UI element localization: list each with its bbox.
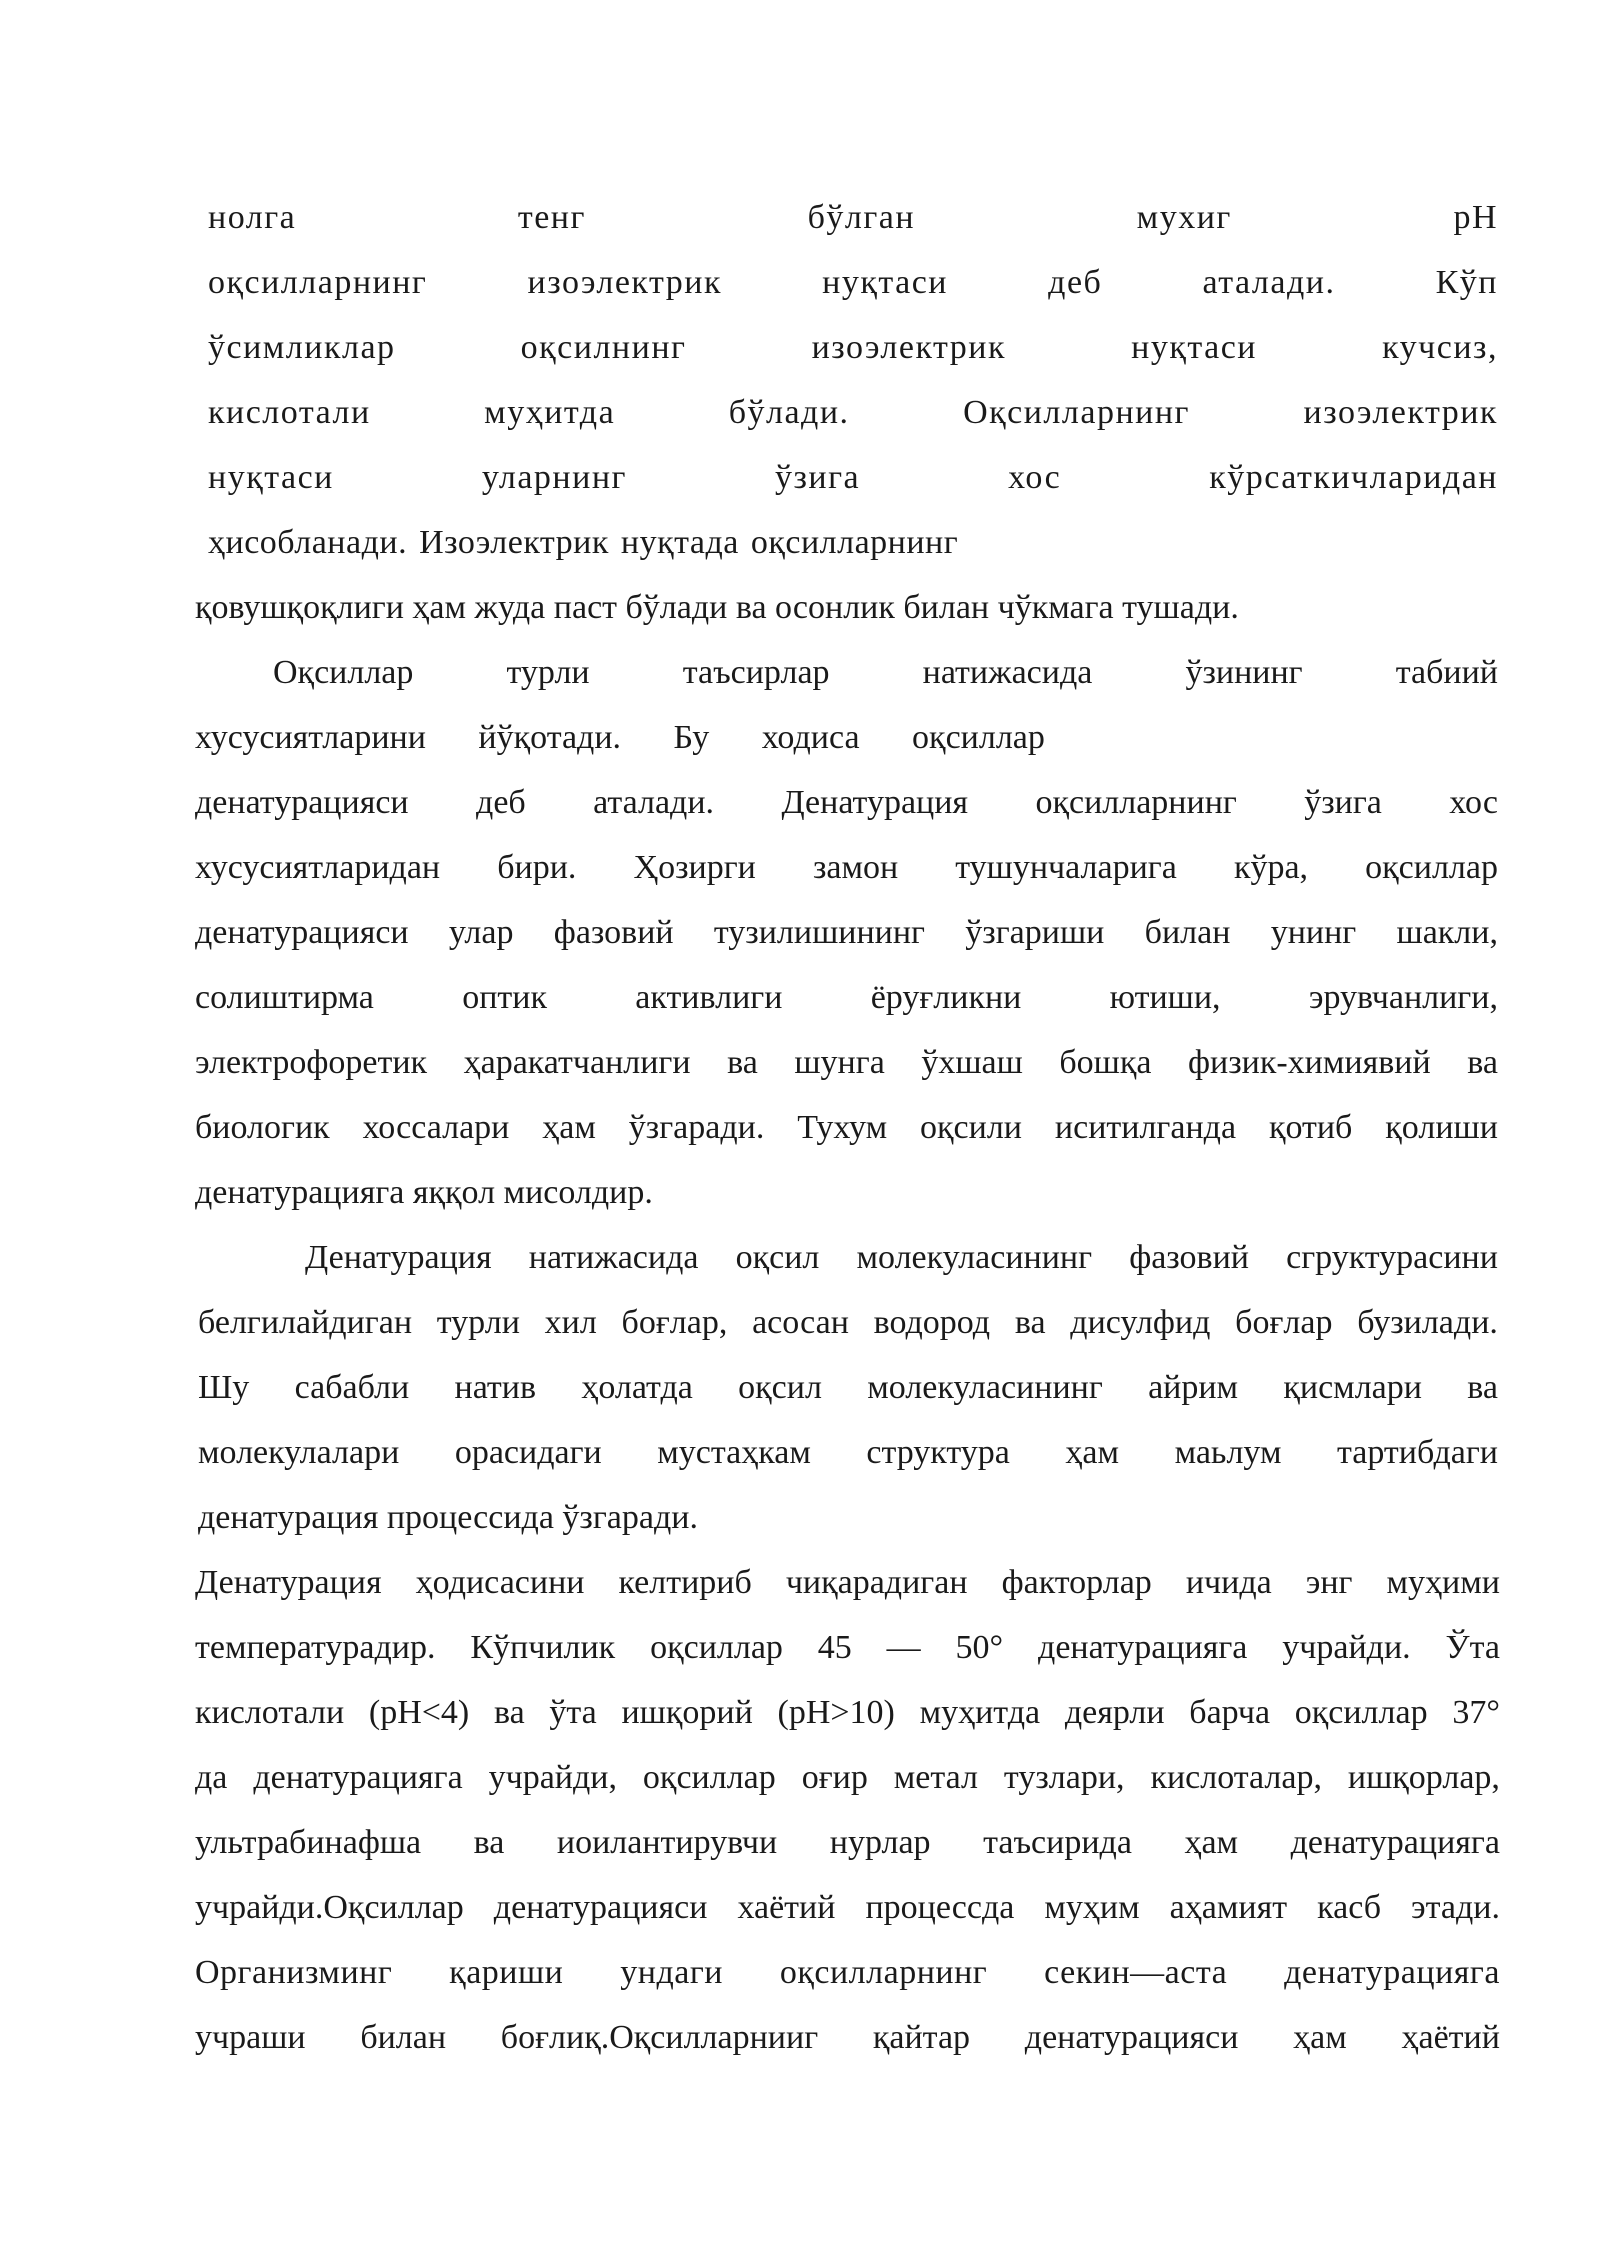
word: бошқа — [1059, 1044, 1152, 1081]
word: pH — [1453, 199, 1498, 236]
text-line — [305, 1236, 1498, 1280]
text-line — [195, 1041, 1498, 1085]
word: фазовий — [1129, 1239, 1249, 1276]
word: белгилайдиган — [198, 1304, 413, 1341]
word: оқсиллар — [1365, 849, 1498, 886]
word: денатурацияси — [493, 1889, 708, 1926]
text-line — [195, 1756, 1500, 1800]
word: ёруғликни — [870, 979, 1022, 1016]
word: денатурацияга — [253, 1759, 463, 1796]
word: ҳам — [1293, 2019, 1347, 2056]
word: турли — [506, 654, 590, 691]
text-line: денатурацияга яққол мисолдир. — [195, 1174, 653, 1211]
word: 37° — [1452, 1694, 1500, 1731]
word: уларнинг — [481, 459, 627, 496]
word: тузлари, — [1003, 1759, 1125, 1796]
word: денатурацияга — [1290, 1824, 1500, 1861]
word: муҳитда — [484, 394, 616, 431]
word: ҳам — [542, 1109, 596, 1146]
text-line — [195, 846, 1498, 890]
word: энг — [1305, 1564, 1353, 1601]
word: оқсил — [738, 1369, 822, 1406]
word: структура — [866, 1434, 1010, 1471]
word: хоссалари — [362, 1109, 510, 1146]
word: изоэлектрик — [811, 329, 1007, 366]
word: молекуласининг — [867, 1369, 1103, 1406]
word: фазовий — [553, 914, 674, 951]
word: айрим — [1148, 1369, 1239, 1406]
word: ўзгариши — [965, 914, 1105, 951]
word: қотиб — [1268, 1109, 1353, 1146]
word: чиқарадиган — [785, 1564, 968, 1601]
word: молекулалари — [198, 1434, 400, 1471]
text-line — [195, 1951, 1500, 1995]
text-line: хусусиятларини йўқотади. Бу ходиса оқсиллар — [195, 719, 1045, 756]
text-line — [198, 1366, 1498, 1410]
word: оқсил — [735, 1239, 820, 1276]
word: кислотали — [208, 394, 371, 431]
word: факторлар — [1001, 1564, 1152, 1601]
word: водород — [873, 1304, 991, 1341]
word: бўлади. — [728, 394, 850, 431]
word: ўсимликлар — [208, 329, 396, 366]
word: — — [886, 1629, 921, 1666]
word: ўзининг — [1185, 654, 1303, 691]
text-line — [208, 456, 1498, 500]
word: тузилишининг — [713, 914, 925, 951]
word: ўзига — [774, 459, 861, 496]
word: денатурацияси — [1024, 2019, 1239, 2056]
word: муҳитда — [919, 1694, 1041, 1731]
text-line: ҳисобланади. Изоэлектрик нуқтада оқсилларнинг — [208, 524, 959, 561]
word: ва — [1467, 1369, 1498, 1406]
word: процессда — [865, 1889, 1015, 1926]
word: тартибдаги — [1337, 1434, 1498, 1471]
word: ўхшаш — [921, 1044, 1023, 1081]
word: молекуласининг — [856, 1239, 1093, 1276]
word: учрайди, — [488, 1759, 617, 1796]
word: активлиги — [635, 979, 783, 1016]
word: боғлар — [1235, 1304, 1333, 1341]
word: Денатурация — [305, 1239, 492, 1276]
word: иситилганда — [1054, 1109, 1237, 1146]
word: аҳамият — [1169, 1889, 1288, 1926]
word: оқсилларнинг — [779, 1954, 988, 1991]
word: ҳаётий — [1401, 2019, 1500, 2056]
word: иоилантирувчи — [556, 1824, 778, 1861]
word: оптик — [462, 979, 547, 1016]
word: кўрсаткичларидан — [1209, 459, 1498, 496]
word: ҳодисасини — [415, 1564, 585, 1601]
word: ва — [1467, 1044, 1498, 1081]
word: шунга — [794, 1044, 885, 1081]
word: температурадир. — [195, 1629, 436, 1666]
word: учраши — [195, 2019, 306, 2056]
word: сгруктурасини — [1286, 1239, 1498, 1276]
text-line — [195, 976, 1498, 1020]
word: бўлган — [807, 199, 916, 236]
text-line — [273, 651, 1498, 695]
word: кўра, — [1233, 849, 1309, 886]
word: ҳаракатчанлиги — [463, 1044, 691, 1081]
word: оқсили — [920, 1109, 1022, 1146]
word: сабабли — [294, 1369, 410, 1406]
word: ҳам — [1184, 1824, 1239, 1861]
word: улар — [448, 914, 514, 951]
word: (рН<4) — [368, 1694, 470, 1731]
word: ундаги — [620, 1954, 723, 1991]
word: да — [195, 1759, 228, 1796]
word: Кўпчилик — [470, 1629, 616, 1666]
word: кучсиз, — [1382, 329, 1498, 366]
word: унинг — [1270, 914, 1357, 951]
word: кислоталар, — [1150, 1759, 1322, 1796]
text-line — [208, 196, 1498, 240]
word: тушунчаларига — [955, 849, 1177, 886]
text-line — [195, 911, 1498, 955]
word: учрайди. — [1282, 1629, 1411, 1666]
word: ўта — [549, 1694, 597, 1731]
text-line — [195, 1106, 1498, 1150]
word: ва — [1014, 1304, 1046, 1341]
word: натив — [454, 1369, 537, 1406]
word: оқсилларнинг — [1035, 784, 1237, 821]
word: Кўп — [1435, 264, 1498, 301]
word: муҳим — [1044, 1889, 1140, 1926]
word: ультрабинафша — [195, 1824, 422, 1861]
word: Ҳозирги — [633, 849, 756, 886]
word: боғлиқ.Оқсилларнииг — [500, 2019, 819, 2056]
word: эрувчанлиги, — [1308, 979, 1498, 1016]
word: Денатурация — [781, 784, 969, 821]
word: Ўта — [1445, 1629, 1500, 1666]
word: ичида — [1185, 1564, 1272, 1601]
word: барча — [1189, 1694, 1271, 1731]
word: қолиши — [1385, 1109, 1498, 1146]
word: учрайди.Оқсиллар — [195, 1889, 464, 1926]
word: этади. — [1411, 1889, 1500, 1926]
word: боғлар, — [621, 1304, 728, 1341]
word: маьлум — [1174, 1434, 1282, 1471]
text-line — [198, 1301, 1498, 1345]
word: ютиши, — [1109, 979, 1221, 1016]
text-line — [195, 781, 1498, 825]
word: 45 — [817, 1629, 852, 1666]
word: шакли, — [1396, 914, 1498, 951]
word: денатурацияга — [1038, 1629, 1248, 1666]
word: ва — [473, 1824, 505, 1861]
word: билан — [1144, 914, 1231, 951]
word: тенг — [517, 199, 586, 236]
text-line — [195, 1691, 1500, 1735]
word: касб — [1317, 1889, 1381, 1926]
word: Тухум — [797, 1109, 888, 1146]
word: Денатурация — [195, 1564, 382, 1601]
word: хусусиятларидан — [195, 849, 441, 886]
word: мухиг — [1136, 199, 1232, 236]
word: мустаҳкам — [657, 1434, 811, 1471]
text-line — [195, 1626, 1500, 1670]
word: изоэлектрик — [527, 264, 722, 301]
word: ва — [727, 1044, 758, 1081]
text-line: қовушқоқлиги ҳам жуда паст бўлади ва осонлик билан чўкмага тушади. — [195, 589, 1239, 626]
word: денатурацияга — [1284, 1954, 1500, 1991]
word: хил — [544, 1304, 597, 1341]
word: дисулфид — [1070, 1304, 1211, 1341]
word: деб — [476, 784, 526, 821]
word: замон — [812, 849, 899, 886]
word: нуқтаси — [1131, 329, 1257, 366]
word: қариши — [449, 1954, 564, 1991]
word: кислотали — [195, 1694, 345, 1731]
word: ҳолатда — [581, 1369, 693, 1406]
word: Шу — [198, 1369, 250, 1406]
word: нолга — [208, 199, 297, 236]
word: табиий — [1395, 654, 1498, 691]
word: оқсилларнинг — [208, 264, 428, 301]
word: оқсиллар — [650, 1629, 783, 1666]
text-line — [198, 1431, 1498, 1475]
word: ишқорий — [621, 1694, 753, 1731]
word: келтириб — [618, 1564, 752, 1601]
text-line — [195, 1886, 1500, 1930]
word: хос — [1008, 459, 1062, 496]
word: Организминг — [195, 1954, 393, 1991]
word: аталади. — [593, 784, 715, 821]
word: қисмлари — [1283, 1369, 1422, 1406]
word: Оқсиллар — [273, 654, 414, 691]
word: ўзгаради. — [628, 1109, 765, 1146]
word: деярли — [1064, 1694, 1165, 1731]
word: нуқтаси — [208, 459, 334, 496]
word: Оқсилларнинг — [963, 394, 1190, 431]
word: электрофоретик — [195, 1044, 428, 1081]
word: билан — [360, 2019, 447, 2056]
word: оғир — [801, 1759, 868, 1796]
word: натижасида — [922, 654, 1093, 691]
word: оқсиллар — [642, 1759, 776, 1796]
text-line — [195, 2016, 1500, 2060]
word: ўзига — [1304, 784, 1382, 821]
word: денатурацияси — [195, 784, 409, 821]
word: денатурацияси — [195, 914, 409, 951]
text-line — [195, 1561, 1500, 1605]
word: муҳими — [1386, 1564, 1500, 1601]
word: бири. — [497, 849, 577, 886]
word: физик-химиявий — [1187, 1044, 1431, 1081]
word: таъсирида — [983, 1824, 1132, 1861]
word: натижасида — [528, 1239, 699, 1276]
word: орасидаги — [454, 1434, 602, 1471]
word: ва — [493, 1694, 525, 1731]
word: бузилади. — [1357, 1304, 1498, 1341]
text-line: денатурация процессида ўзгаради. — [198, 1499, 698, 1536]
word: аталади. — [1202, 264, 1336, 301]
word: солиштирма — [195, 979, 374, 1016]
word: қайтар — [872, 2019, 971, 2056]
word: нурлар — [829, 1824, 931, 1861]
text-line — [208, 391, 1498, 435]
word: 50° — [955, 1629, 1004, 1666]
word: хос — [1449, 784, 1498, 821]
word: деб — [1048, 264, 1103, 301]
word: оқсиллар — [1294, 1694, 1428, 1731]
text-line — [195, 1821, 1500, 1865]
text-line — [208, 261, 1498, 305]
word: асосан — [752, 1304, 849, 1341]
word: хаётий — [737, 1889, 836, 1926]
text-line — [208, 326, 1498, 370]
word: секин—аста — [1044, 1954, 1228, 1991]
word: турли — [436, 1304, 520, 1341]
word: биологик — [195, 1109, 330, 1146]
word: (рН>10) — [777, 1694, 895, 1731]
word: изоэлектрик — [1303, 394, 1498, 431]
word: метал — [893, 1759, 978, 1796]
word: ишқорлар, — [1347, 1759, 1500, 1796]
word: ҳам — [1065, 1434, 1120, 1471]
word: таъсирлар — [682, 654, 830, 691]
word: нуқтаси — [822, 264, 948, 301]
word: оқсилнинг — [520, 329, 687, 366]
